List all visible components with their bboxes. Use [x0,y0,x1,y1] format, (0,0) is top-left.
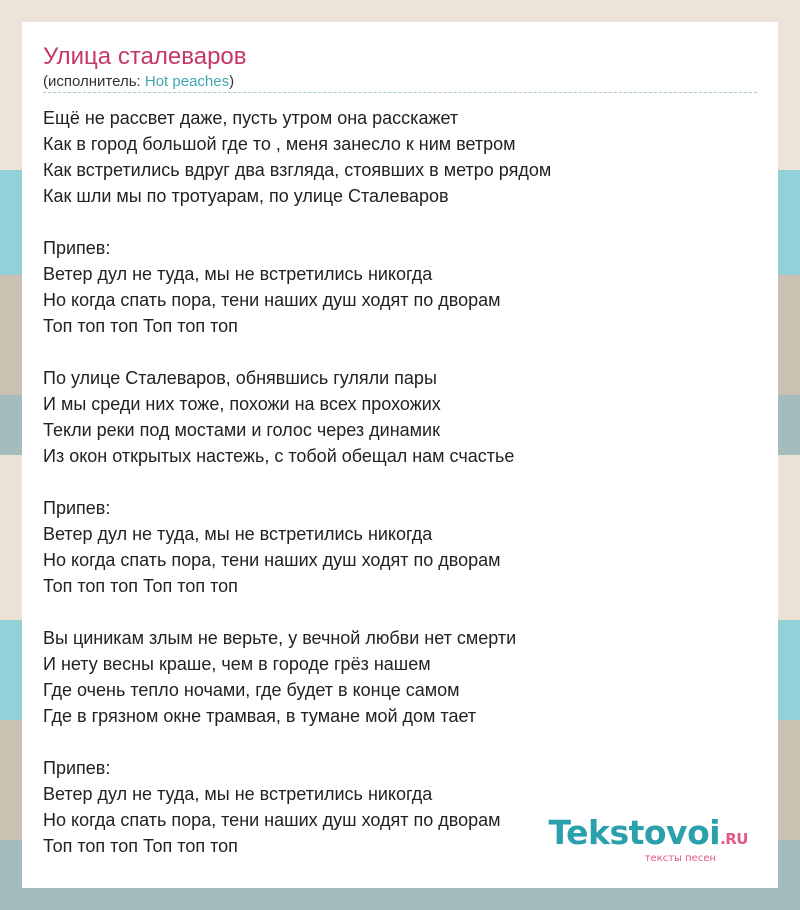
lyrics-card [22,22,778,888]
song-title: Улица сталеваров [43,43,247,70]
performer-line [43,73,234,90]
lyric-line: Ветер дул не туда, мы не встретились никогда [43,524,433,544]
lyric-line: Вы циникам злым не верьте, у вечной любви нет смерти [43,628,517,648]
stanza [43,625,763,729]
lyric-line: Как в город большой где то , меня занесло к ним ветром [43,134,516,154]
lyric-line: Как шли мы по тротуарам, по улице Сталеваров [43,186,449,206]
title-divider [43,92,757,93]
lyric-line: Ещё не рассвет даже, пусть утром она расскажет [43,108,459,128]
performer-link[interactable]: Hot peaches [144,73,230,90]
chorus-label: Припев: [43,238,111,258]
lyric-line: Ветер дул не туда, мы не встретились никогда [43,264,433,284]
lyrics-text [43,105,763,885]
chorus-label: Припев: [43,758,111,778]
performer-prefix: (исполнитель: [43,73,145,90]
lyric-line: Но когда спать пора, тени наших душ ходят по дворам [43,810,501,830]
lyric-line: Топ топ топ Топ топ топ [43,836,238,856]
chorus-stanza [43,495,763,599]
chorus-label: Припев: [43,498,111,518]
lyric-line: Но когда спать пора, тени наших душ ходят по дворам [43,290,501,310]
chorus-stanza [43,235,763,339]
logo-wordmark [548,813,748,856]
lyric-line: Из окон открытых настежь, с тобой обещал нам счастье [43,446,515,466]
logo-tagline: тексты песен [644,853,716,864]
logo-tld: .RU [720,830,748,848]
site-logo[interactable] [548,813,748,864]
lyric-line: Как встретились вдруг два взгляда, стоявших в метро рядом [43,160,552,180]
stanza [43,365,763,469]
stanza [43,105,763,209]
logo-name: Tekstovoi [548,813,721,852]
performer-suffix: ) [229,73,235,90]
lyric-line: Топ топ топ Топ топ топ [43,576,238,596]
lyric-line: И мы среди них тоже, похожи на всех прохожих [43,394,441,414]
lyric-line: Ветер дул не туда, мы не встретились никогда [43,784,433,804]
lyric-line: Где очень тепло ночами, где будет в конце самом [43,680,460,700]
lyric-line: Текли реки под мостами и голос через динамик [43,420,440,440]
lyric-line: Где в грязном окне трамвая, в тумане мой дом тает [43,706,477,726]
lyric-line: По улице Сталеваров, обнявшись гуляли пары [43,368,437,388]
lyric-line: Топ топ топ Топ топ топ [43,316,238,336]
lyric-line: Но когда спать пора, тени наших душ ходят по дворам [43,550,501,570]
lyric-line: И нету весны краше, чем в городе грёз нашем [43,654,431,674]
